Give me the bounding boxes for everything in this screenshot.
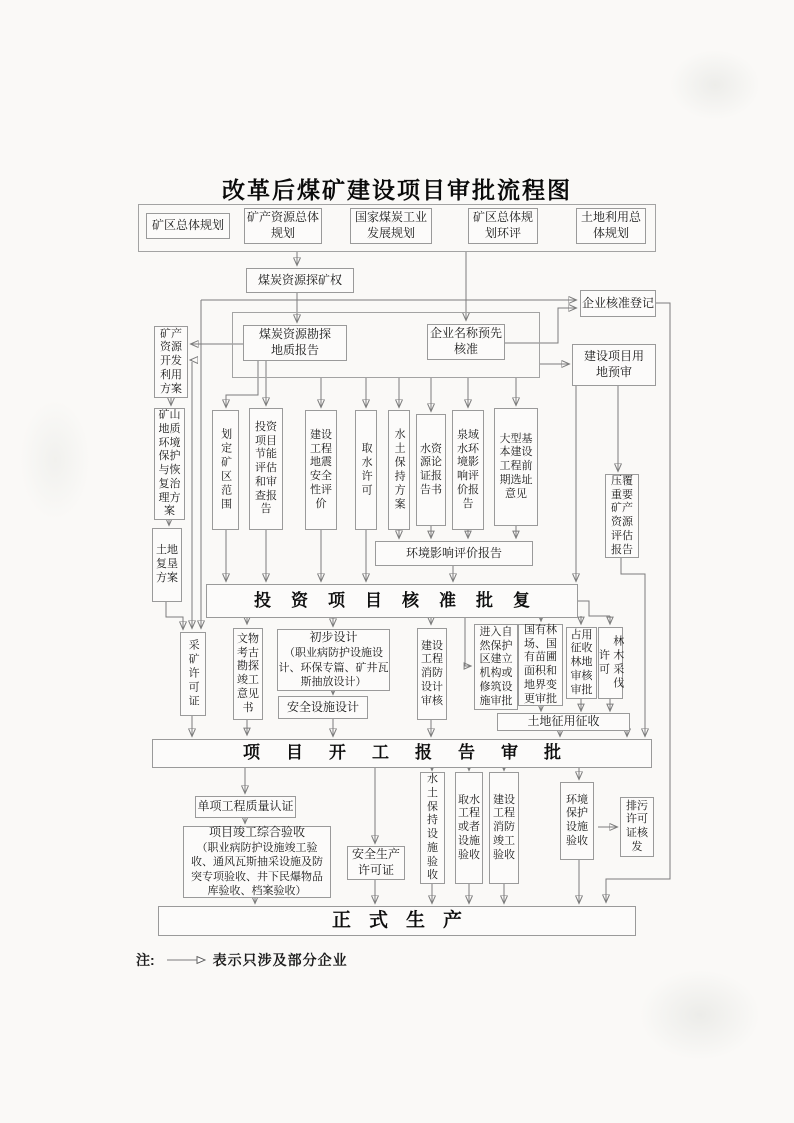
node-discharge-permit: 排污许可证核发 [620,797,654,857]
node-land-use-master-plan: 土地利用总体规划 [576,208,646,244]
node-construction-land-preexam: 建设项目用地预审 [572,344,656,386]
preliminary-design-title: 初步设计 [309,630,358,645]
node-heritage-survey-opinion: 文物考古勘探竣工意见书 [233,628,263,720]
node-fire-completion-acceptance: 建设工程消防竣工验收 [489,772,519,884]
preliminary-design-note: （职业病防护设施设计、环保专篇、矿井瓦斯抽放设计） [278,647,389,689]
node-safety-production-license: 安全生产许可证 [347,846,405,880]
node-large-project-site-opinion: 大型基本建设工程前期选址意见 [494,408,538,526]
legend-label: 注: [136,952,155,968]
node-nature-reserve-approval: 进入自然保护区建立机构或修筑设施审批 [474,624,518,710]
node-water-intake-permit: 取水许可 [355,410,377,530]
node-coal-prospecting-right: 煤炭资源探矿权 [246,268,354,293]
page-title: 改革后煤矿建设项目审批流程图 [222,177,572,203]
node-water-resources-report: 水资源论证报告书 [416,414,446,526]
node-completion-acceptance [183,826,331,898]
node-env-protection-acceptance: 环境保护设施验收 [560,782,594,860]
node-covered-minerals-report: 压覆重要矿产资源评估报告 [605,474,639,558]
node-safety-facility-design: 安全设施设计 [278,696,368,719]
node-national-coal-industry-plan: 国家煤炭工业发展规划 [350,208,432,244]
completion-acceptance-title: 项目竣工综合验收 [208,825,305,840]
node-water-intake-acceptance: 取水工程或者设施验收 [455,772,483,884]
node-forest-boundary-approval: 国有林场、国有苗圃面积和地界变更审批 [518,624,563,706]
node-formal-production-band: 正式生产 [158,906,636,936]
legend-row [136,950,348,970]
legend-text: 表示只涉及部分企业 [212,952,348,968]
node-forest-land-approval: 占用征收林地审核审批 [566,627,597,699]
hollow-arrow-icon [165,954,207,966]
node-mining-license: 采矿许可证 [180,632,206,716]
node-eia-report: 环境影响评价报告 [375,541,533,566]
node-mining-area-plan-eia: 矿区总体规划环评 [468,208,538,244]
node-water-soil-conservation-plan: 水土保持方案 [388,410,410,530]
node-seismic-safety-evaluation: 建设工程地震安全性评价 [305,410,337,530]
node-fire-design-review: 建设工程消防设计审核 [417,628,447,720]
completion-acceptance-note: （职业病防护设施竣工验收、通风瓦斯抽采设施及防突专项验收、井下民爆物品库验收、档案验收） [191,841,323,898]
node-mineral-resources-master-plan: 矿产资源总体规划 [244,208,322,244]
node-mine-geo-env-protection-plan: 矿山地质环境保护与恢复治理方案 [154,408,185,520]
node-enterprise-name-preapproval: 企业名称预先核准 [427,324,505,360]
node-mining-area-master-plan: 矿区总体规划 [146,213,230,239]
node-commencement-approval-band: 项目开工报告审批 [152,739,652,768]
node-enterprise-registration: 企业核准登记 [580,290,656,317]
node-water-soil-acceptance: 水土保持设施验收 [420,772,445,884]
node-logging-permit: 林木采伐许可 [598,627,623,699]
node-land-expropriation: 土地征用征收 [497,713,630,731]
node-mineral-development-plan: 矿产资源开发利用方案 [154,326,188,398]
node-delineate-mining-area: 划定矿区范围 [212,410,239,530]
node-preliminary-design [277,629,390,691]
node-land-reclamation-plan: 土地复垦方案 [152,528,182,602]
node-geology-exploration-report: 煤炭资源勘探地质报告 [243,325,347,361]
node-energy-saving-review-report: 投资项目节能评估和审查报告 [249,408,283,530]
node-unit-quality-cert: 单项工程质量认证 [195,796,296,818]
node-spring-basin-eia-report: 泉域水环境影响评价报告 [452,410,484,530]
node-investment-approval-band: 投资项目核准批复 [206,584,578,618]
